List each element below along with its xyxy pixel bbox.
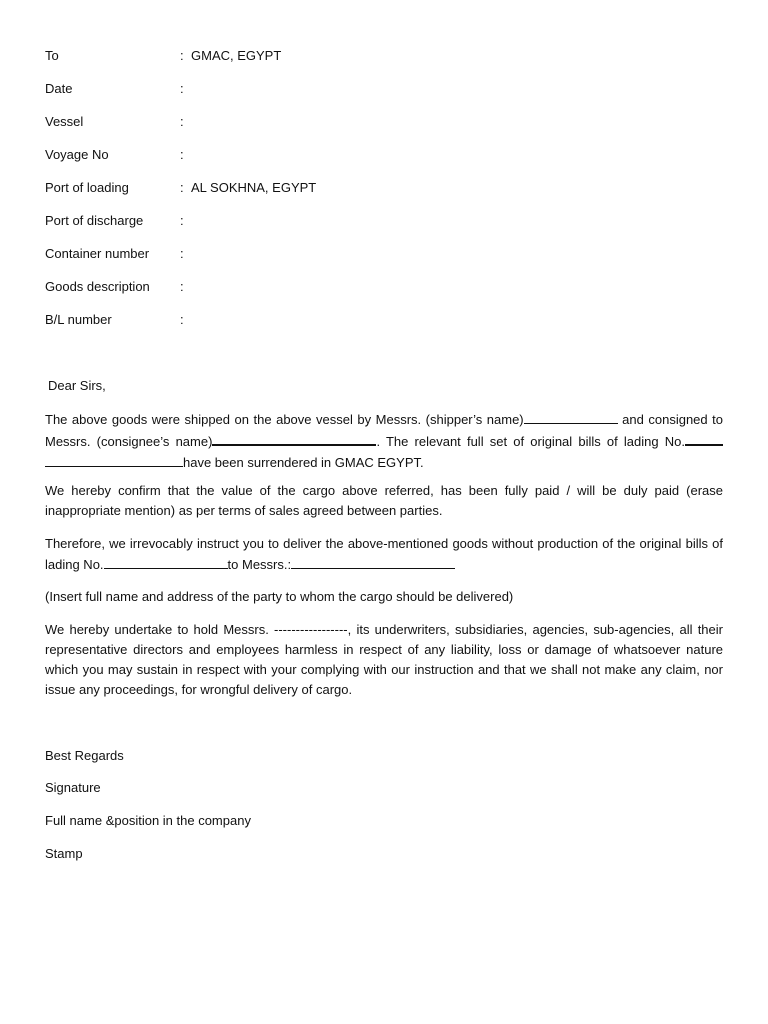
closing-stamp: Stamp xyxy=(45,846,83,861)
field-label: Port of discharge xyxy=(45,213,144,228)
blank-line xyxy=(104,554,228,569)
blank-line xyxy=(524,409,618,424)
field-label: Voyage No xyxy=(45,147,109,162)
paragraph-text: to Messrs.: xyxy=(227,557,292,572)
field-colon: : xyxy=(180,81,184,96)
salutation: Dear Sirs, xyxy=(48,378,106,393)
paragraph-text: have been surrendered in GMAC EGYPT. xyxy=(183,455,424,470)
field-colon: : xyxy=(180,312,184,327)
field-colon: : xyxy=(180,147,184,162)
closing-regards: Best Regards xyxy=(45,748,124,763)
paragraph-undertaking: We hereby undertake to hold Messrs. -----------------, its underwriters, subsidiaries, agencies, sub-agencies, all their representative directors and employees harmless in respect of any liability, loss or damage of whatsoever nature which you may sustain in respect with your complying with our instruction and that we shall not make any claim, nor issue any proceedings, for wrongful delivery of cargo. xyxy=(45,622,723,697)
field-value: AL SOKHNA, EGYPT xyxy=(191,180,317,195)
field-label: Container number xyxy=(45,246,150,261)
field-colon: : xyxy=(180,48,184,63)
paragraph-shipment xyxy=(45,409,723,473)
blank-line xyxy=(685,430,723,446)
field-label: To xyxy=(45,48,59,63)
field-label: Date xyxy=(45,81,73,96)
field-colon: : xyxy=(180,246,184,261)
field-label: B/L number xyxy=(45,312,112,327)
field-value: GMAC, EGYPT xyxy=(191,48,282,63)
field-colon: : xyxy=(180,180,184,195)
closing-signature: Signature xyxy=(45,780,101,795)
paragraph-text: The above goods were shipped on the above vessel by Messrs. (shipper’s name) xyxy=(45,412,524,427)
field-colon: : xyxy=(180,213,184,228)
paragraph-instruction xyxy=(45,534,723,575)
paragraph-text: . The relevant full set of original bills of lading No. xyxy=(376,434,685,449)
field-colon: : xyxy=(180,279,184,294)
blank-line xyxy=(45,452,183,467)
paragraph-insert-note: (Insert full name and address of the party to whom the cargo should be delivered) xyxy=(45,589,514,604)
blank-line xyxy=(212,430,376,446)
field-label: Port of loading xyxy=(45,180,129,195)
paragraph-text: Therefore, we irrevocably instruct you to deliver the above-mentioned goods without production of the original bills of lading No. xyxy=(45,536,723,572)
paragraph-payment: We hereby confirm that the value of the cargo above referred, has been fully paid / will be duly paid (erase inappropriate mention) as per terms of sales agreed between parties. xyxy=(45,483,723,518)
field-label: Goods description xyxy=(45,279,150,294)
closing-fullname: Full name &position in the company xyxy=(45,813,251,828)
blank-line xyxy=(291,554,455,569)
field-label: Vessel xyxy=(45,114,84,129)
field-colon: : xyxy=(180,114,184,129)
paragraph-text: and consigned to Messrs. (consignee’s name) xyxy=(45,412,724,449)
